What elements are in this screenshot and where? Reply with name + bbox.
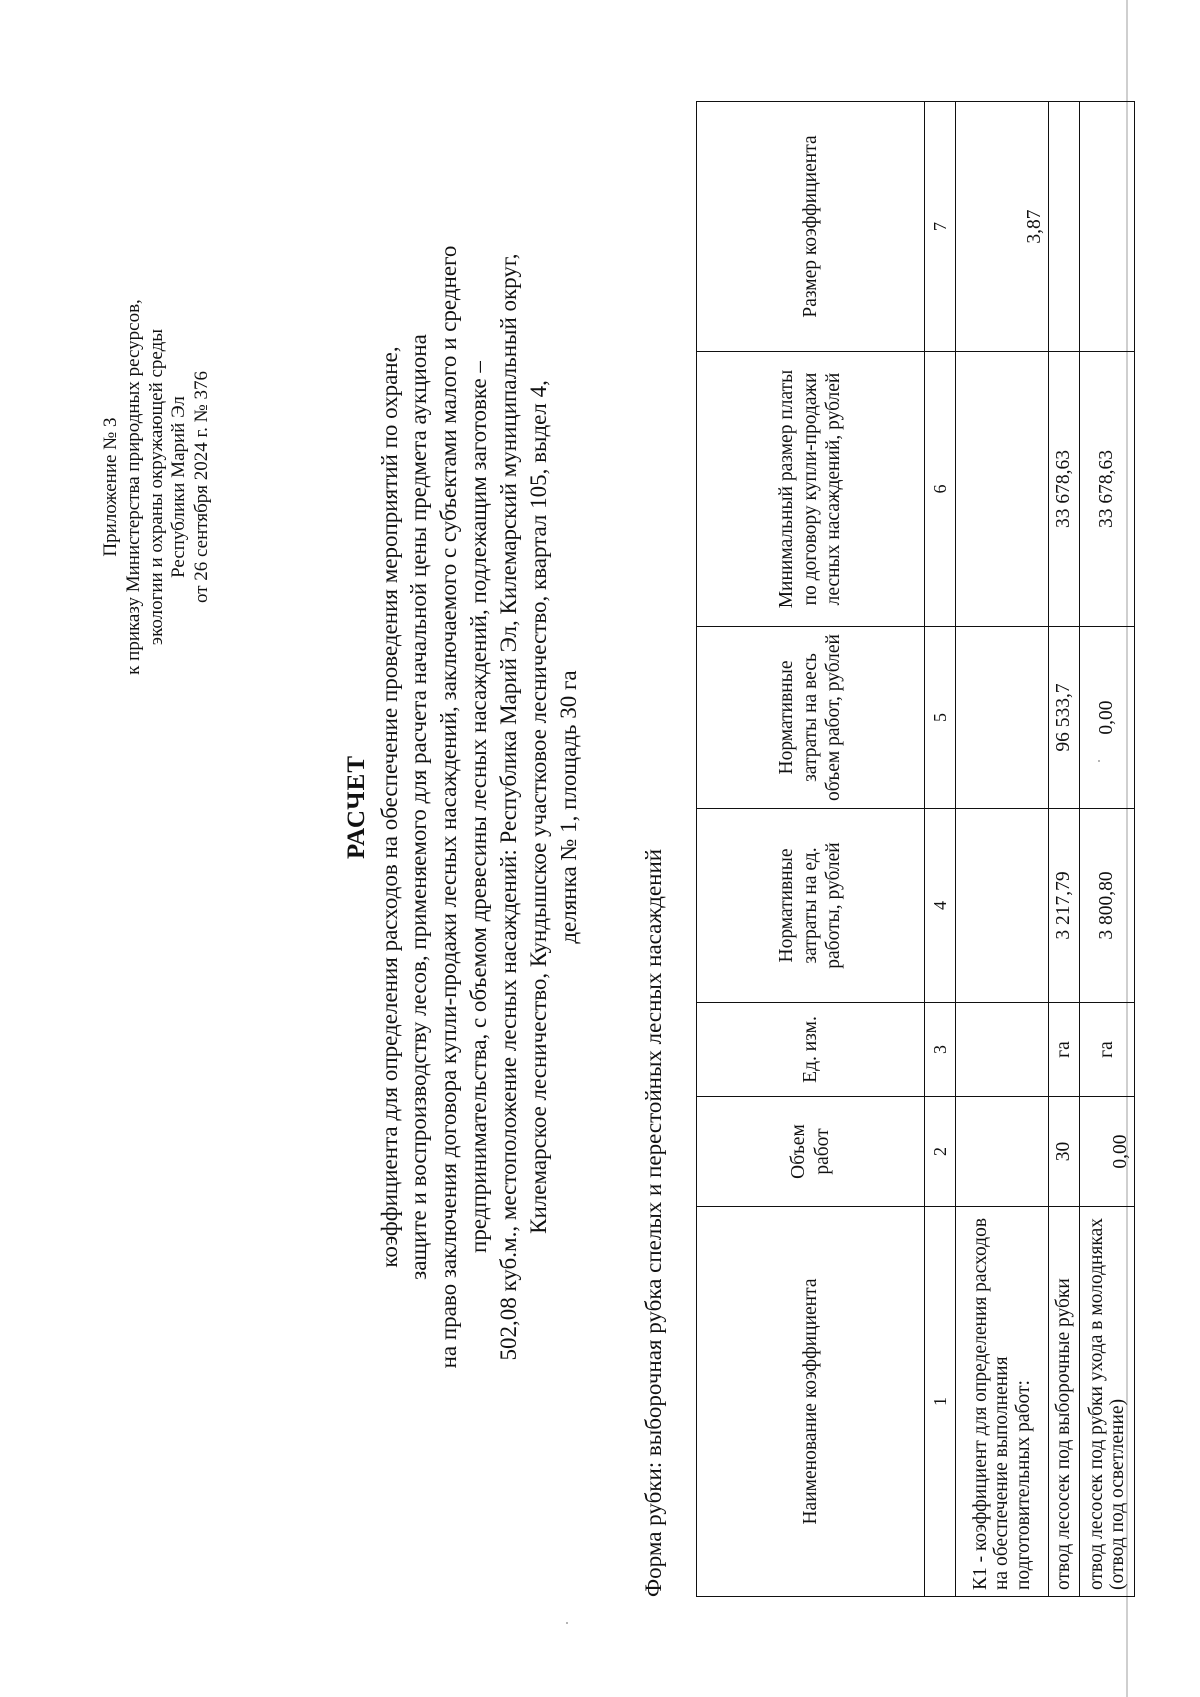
table-header-row: [697, 102, 925, 1597]
cost-per-unit: [956, 809, 1049, 1003]
appendix-date: от 26 сентября 2024 г. № 376: [191, 370, 213, 604]
column-number-row: [925, 102, 956, 1597]
coefficient-name: отвод лесосек под выборочные рубки: [1049, 1207, 1080, 1597]
header-cell: Размер коэффициента: [697, 102, 925, 352]
heading-line: предпринимательства, с объемом древесины лесных насаждений, подлежащим заготовке –: [466, 361, 492, 1253]
header-cell: Минимальный размер платы по договору купли-продажи лесных насаждений, рублей: [697, 352, 925, 627]
column-number: 1: [925, 1207, 956, 1597]
heading-line: на право заключения договора купли-продажи лесных насаждений, заключаемого с субъектами малого и среднего: [436, 245, 462, 1369]
cost-total: 96 533,7: [1049, 627, 1080, 809]
unit: га: [1049, 1003, 1080, 1097]
column-number: 7: [925, 102, 956, 352]
min-payment: 33 678,63: [1080, 352, 1135, 627]
cost-total: 0,00: [1080, 627, 1135, 809]
document-heading: [341, 87, 584, 1527]
coefficient-value: [1080, 102, 1135, 352]
work-volume: 30: [1049, 1097, 1080, 1207]
scan-speck: [566, 1622, 568, 1624]
work-volume: [956, 1097, 1049, 1207]
work-volume: 0,00: [1080, 1097, 1135, 1207]
column-number: 5: [925, 627, 956, 809]
coefficient-name: К1 - коэффициент для определения расходов на обеспечение выполнения подготовительных работ:: [956, 1207, 1049, 1597]
appendix-block: [100, 177, 214, 797]
header-cell: Ед. изм.: [697, 1003, 925, 1097]
column-number: 6: [925, 352, 956, 627]
heading-line: защите и воспроизводству лесов, применяемого для расчета начальной цены предмета аукциона: [406, 334, 432, 1280]
coefficient-value: [1049, 102, 1080, 352]
unit: га: [1080, 1003, 1135, 1097]
heading-line: коэффициента для определения расходов на обеспечение проведения мероприятий по охране,: [376, 346, 402, 1268]
column-number: 4: [925, 809, 956, 1003]
heading-line: Килемарское лесничество, Кундышское участковое лесничество, квартал 105, выдел 4,: [525, 380, 551, 1234]
felling-form-line: Форма рубки: выборочная рубка спелых и перестойных лесных насаждений: [641, 848, 666, 1597]
cost-per-unit: 3 800,80: [1080, 809, 1135, 1003]
unit: [956, 1003, 1049, 1097]
table-row: [1049, 102, 1080, 1597]
header-cell: Нормативные затраты на ед. работы, рублей: [697, 809, 925, 1003]
appendix-number: Приложение № 3: [100, 417, 121, 557]
header-cell: Объем работ: [697, 1097, 925, 1207]
appendix-order-line: Республики Марий Эл: [168, 396, 190, 578]
header-cell: Наименование коэффициента: [697, 1207, 925, 1597]
coefficient-name: отвод лесосек под рубки ухода в молодняках (отвод под осветление): [1080, 1207, 1135, 1597]
table-row: [1080, 102, 1135, 1597]
cost-total: [956, 627, 1049, 809]
rotated-document-page: [86, 0, 1131, 1597]
heading-line: делянка № 1, площадь 30 га: [555, 670, 581, 944]
appendix-order-line: экологии и охраны окружающей среды: [145, 328, 167, 646]
min-payment: [956, 352, 1049, 627]
column-number: 3: [925, 1003, 956, 1097]
heading-line: 502,08 куб.м., местоположение лесных насаждений: Республика Марий Эл, Килемарский муниципальный округ,: [496, 253, 522, 1361]
cost-per-unit: 3 217,79: [1049, 809, 1080, 1003]
document-title: РАСЧЕТ: [343, 755, 370, 860]
min-payment: 33 678,63: [1049, 352, 1080, 627]
appendix-order-line: к приказу Министерства природных ресурсов,: [122, 299, 144, 675]
coefficient-table: [696, 101, 1135, 1597]
table-row: [956, 102, 1049, 1597]
coefficient-value: 3,87: [956, 102, 1049, 352]
header-cell: Нормативные затраты на весь объем работ, рублей: [697, 627, 925, 809]
column-number: 2: [925, 1097, 956, 1207]
